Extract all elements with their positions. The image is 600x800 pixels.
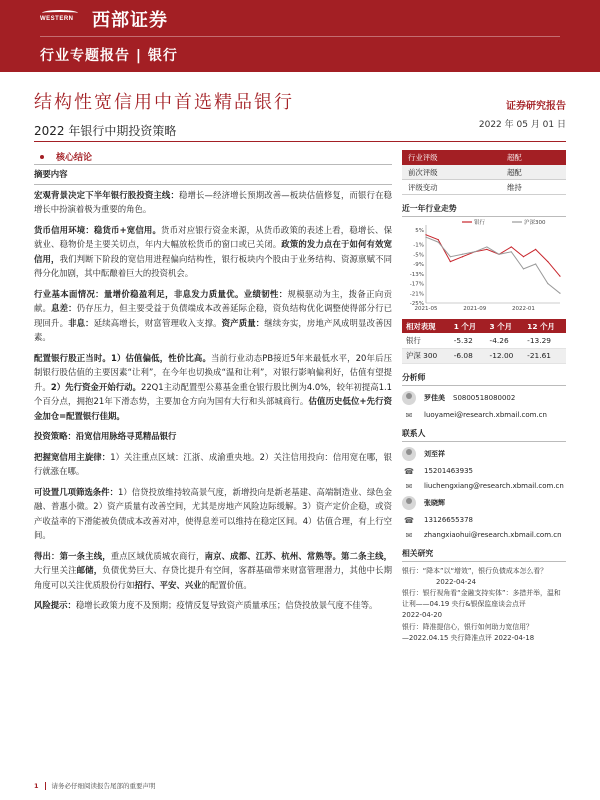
trend-chart xyxy=(402,219,566,315)
contact-card xyxy=(402,496,566,510)
contact-name: 张晓辉 xyxy=(424,498,445,507)
data-point xyxy=(486,246,487,247)
y-tick-label: -21% xyxy=(409,291,424,298)
report-type: 行业专题报告 | 银行 xyxy=(40,48,178,64)
data-point xyxy=(559,276,560,277)
data-point xyxy=(474,251,475,252)
data-point xyxy=(547,283,548,284)
contact-name: 刘至祥 xyxy=(424,449,445,458)
data-point xyxy=(450,256,451,257)
abstract-heading: 摘要内容 xyxy=(34,169,68,179)
data-point xyxy=(425,234,426,235)
mail-icon: ✉ xyxy=(405,481,413,491)
data-point xyxy=(535,263,536,264)
header-band xyxy=(0,0,600,72)
analyst-email[interactable]: luoyamei@research.xbmail.com.cn xyxy=(424,411,547,419)
legend-label: 银行 xyxy=(474,220,486,226)
title-rule xyxy=(34,141,566,142)
data-point xyxy=(462,254,463,255)
contact-email[interactable]: liuchengxiang@research.xbmail.com.cn xyxy=(424,482,564,490)
contact-email-line xyxy=(402,482,566,491)
contact-email[interactable]: zhangxiaohui@research.xbmail.com.cn xyxy=(424,531,562,539)
document-kind: 证券研究报告 xyxy=(506,101,566,112)
paragraph-strategy-heading: 投资策略：沿宽信用脉络寻觅精品银行 xyxy=(34,431,177,441)
footer-disclaimer: 请务必仔细阅读报告尾部的重要声明 xyxy=(51,782,156,790)
contact-phone: 13126655378 xyxy=(424,516,473,524)
logo-english: WESTERN xyxy=(40,16,74,22)
contact-phone-line xyxy=(402,467,566,476)
section-tag-label: 核心结论 xyxy=(56,153,93,163)
y-tick-label: -17% xyxy=(409,281,424,288)
contact-card xyxy=(402,447,566,461)
related-link[interactable]: 银行：银行视角看“金融支持实体”：多措并举，温和让利——04.19 央行&银保监座谈会点评 xyxy=(402,588,561,609)
divider xyxy=(34,184,392,185)
data-point xyxy=(462,256,463,257)
avatar-icon xyxy=(402,391,416,405)
data-point xyxy=(559,293,560,294)
legend-label: 沪深300 xyxy=(524,220,546,226)
mail-icon: ✉ xyxy=(405,410,413,420)
contact-phone-line xyxy=(402,516,566,525)
avatar-icon xyxy=(402,496,416,510)
related-link[interactable]: 银行：“降本”以“增效”，银行负债成本怎么看？ xyxy=(402,566,548,575)
performance-table xyxy=(402,319,566,364)
data-point xyxy=(535,249,536,250)
trend-title: 近一年行业走势 xyxy=(402,203,566,217)
related-date: —2022.04.15 央行降准点评 2022-04-18 xyxy=(402,633,535,642)
data-point xyxy=(498,254,499,255)
data-point xyxy=(486,249,487,250)
y-tick-label: 5% xyxy=(415,227,424,234)
page-number: 1 xyxy=(34,781,39,790)
header-divider xyxy=(40,36,560,37)
contact-phone: 15201463935 xyxy=(424,467,473,475)
related-link[interactable]: 银行：降准提信心，银行如何助力宽信用？ xyxy=(402,622,533,631)
report-date: 2022 年 05 月 01 日 xyxy=(478,120,566,130)
related-date: 2022-04-20 xyxy=(402,611,443,620)
performance-header-row: 相对表现 1 个月 3 个月 12 个月 xyxy=(402,319,566,333)
analyst-heading: 分析师 xyxy=(402,372,566,386)
x-tick-label: 2022-01 xyxy=(511,306,535,312)
mail-icon: ✉ xyxy=(405,530,413,540)
rating-table xyxy=(402,150,566,195)
y-tick-label: -13% xyxy=(409,271,424,278)
data-point xyxy=(547,261,548,262)
analyst-card xyxy=(402,391,566,405)
y-tick-label: -1% xyxy=(413,242,424,249)
data-point xyxy=(438,239,439,240)
phone-icon: ☎ xyxy=(404,515,414,525)
contact-email-line xyxy=(402,531,566,540)
paragraph-macro: 宏观背景决定下半年银行股投资主线：稳增长—经济增长预期改善—板块估值修复，而银行在稳增长中扮演着极为重要的角色。 xyxy=(34,189,393,214)
sidebar xyxy=(402,150,566,644)
related-research-list xyxy=(402,566,566,644)
series-line-1 xyxy=(426,237,560,293)
data-point xyxy=(450,261,451,262)
x-tick-label: 2021-09 xyxy=(463,306,487,312)
rating-row: 行业评级 超配 xyxy=(402,150,566,165)
section-tag xyxy=(40,150,92,163)
paragraph-allocation: 配置银行股正当时。1）估值偏低，性价比高。当前行业动态PB接近5年来最低水平，20年后压制银行股估值的主要因素“让利”，在今年也切换成“温和让利”，对银行影响偏利好，估值有望提升。2）先行资金开始行动。22Q1主动配置型公募基金重仓银行股比例为4.0%，较年初提高1.1个百分点，拥抱21年下滑态势，主要加仓方向为国有大行和头部城商行。估值历史低位+先行资金加仓=配置银行佳期。 xyxy=(34,352,393,421)
footer-divider xyxy=(45,782,46,790)
data-point xyxy=(438,241,439,242)
y-tick-label: -9% xyxy=(413,262,424,268)
table-row: 沪深 300 -6.08 -12.00 -21.61 xyxy=(402,348,566,363)
main-text xyxy=(34,163,392,783)
data-point xyxy=(511,246,512,247)
divider xyxy=(34,164,392,165)
analyst-cert: S0800518080002 xyxy=(453,393,516,402)
contact-heading: 联系人 xyxy=(402,428,566,442)
company-logo xyxy=(40,8,168,30)
rating-row: 评级变动 维持 xyxy=(402,180,566,195)
data-point xyxy=(425,237,426,238)
related-heading: 相关研究 xyxy=(402,548,566,562)
report-title: 结构性宽信用中首选精品银行 xyxy=(34,92,294,113)
paragraph-screening: 可设置几项筛选条件：1）信贷投放维持较高景气度，新增投向是新老基建、高端制造业、绿色金融、普惠小微。2）资产质量有改善空间，尤其是房地产风险边际缓解。3）资产定价企稳，或资产收益率的下滑能被负债成本改善对冲，使得息差可以维持在稳定区间。4）估值合理，有上行空间。 xyxy=(34,486,392,540)
logo-chinese: 西部证券 xyxy=(92,10,168,31)
data-point xyxy=(523,256,524,257)
rating-row: 前次评级 超配 xyxy=(402,165,566,180)
table-row: 银行 -5.32 -4.26 -13.29 xyxy=(402,333,566,348)
phone-icon: ☎ xyxy=(404,466,414,476)
paragraph-monetary: 货币信用环境：稳货币+宽信用。货币对应银行资金来源，从货币政策的表述上看，稳增长、保就业、稳物价是主要关切点，年内大幅放松货币的窗口或已关闭。政策的发力点在于如何有效宽信用，我们判断下阶段的宽信用进程偏向结构性，银行板块内个股由于业务结构、资源禀赋不同得分化加剧，其中酝酿着巨大的投资机会。 xyxy=(34,224,393,278)
paragraph-credit: 把握宽信用主旋律：1）关注重点区域：江浙、成渝重央地。2）关注信用投向：信用宽在哪，银行就涨在哪。 xyxy=(34,451,393,476)
logo-mark xyxy=(40,10,84,28)
paragraph-fundamentals: 行业基本面情况：量增价稳盈利足，非息发力质量优。业绩韧性：规模驱动为主，拨备正向贡献。息差：仍存压力，但主要受益于负债端成本改善延际企稳，资负结构优化调整使得部分行已现回升。非息：延续高增长，财富管理收入支撑。资产质量：继续夯实，房地产风成明显改善因素。 xyxy=(34,288,393,342)
analyst-name: 罗佳美 xyxy=(424,393,445,402)
report-subtitle: 2022 年银行中期投资策略 xyxy=(34,124,177,138)
data-point xyxy=(523,268,524,269)
paragraph-picks: 得出：第一条主线，重点区域优质城农商行，南京、成都、江苏、杭州、常熟等。第二条主线，大行里关注邮储，负债优势巨大、存贷比提升有空间，客群基础带来财富管理潜力，其他中长期角度可以关注优质股份行如招行、平安、兴业的配置价值。 xyxy=(34,550,393,590)
x-tick-label: 2021-05 xyxy=(414,306,438,312)
bullet-icon xyxy=(40,155,44,159)
y-tick-label: -5% xyxy=(413,252,424,259)
analyst-email-line xyxy=(402,411,566,420)
trend-chart-svg xyxy=(402,219,566,315)
related-date: 2022-04-24 xyxy=(436,577,477,586)
data-point xyxy=(511,251,512,252)
paragraph-risk: 风险提示：稳增长政策力度不及预期；疫情反复导致资产质量承压；信贷投放景气度不佳等。 xyxy=(34,600,378,610)
avatar-icon xyxy=(402,447,416,461)
page-footer xyxy=(34,781,156,790)
y-tick-label: -25% xyxy=(409,301,424,307)
